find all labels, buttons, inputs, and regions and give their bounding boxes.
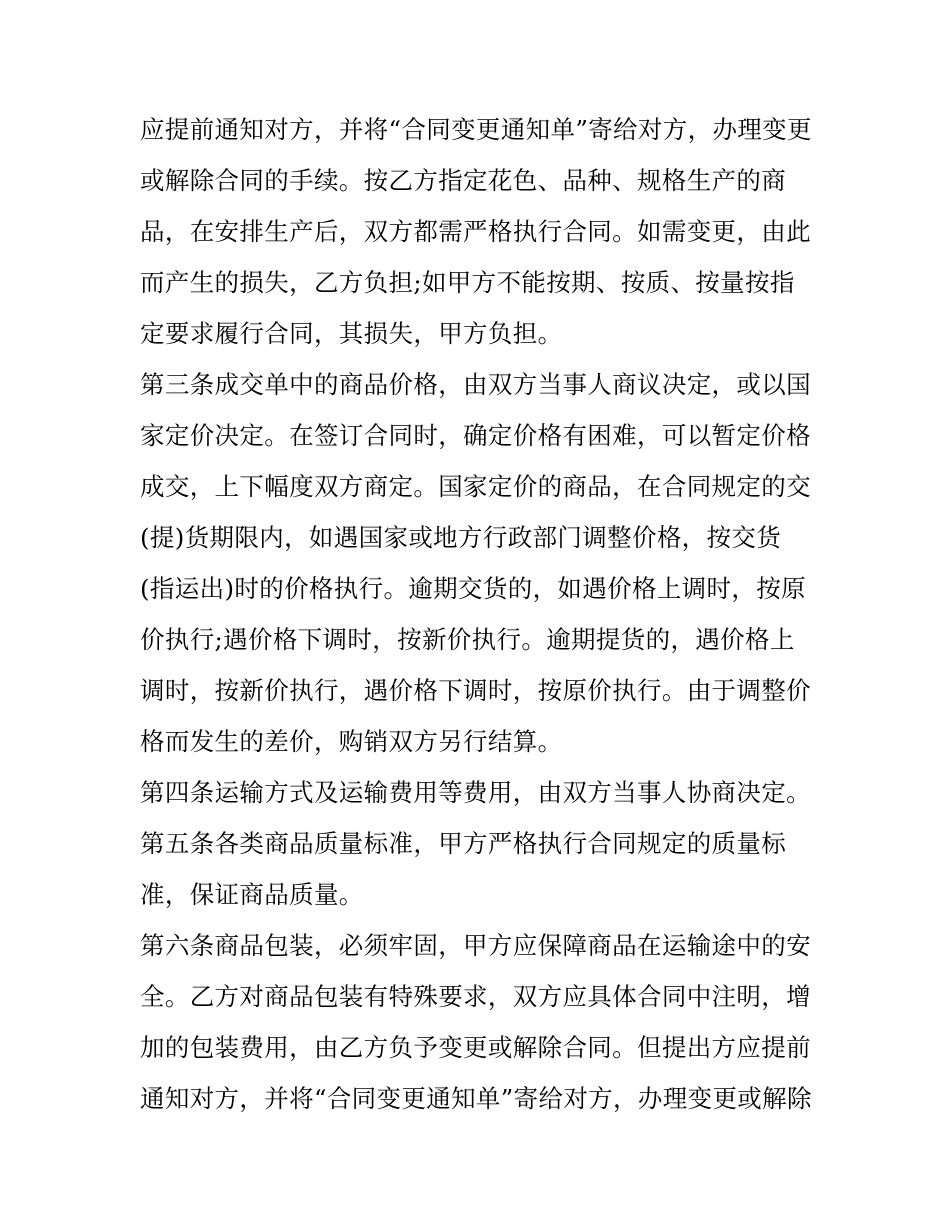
document-body — [140, 104, 820, 1124]
text-line: (提)货期限内，如遇国家或地方行政部门调整价格，按交货 — [140, 523, 782, 552]
text-line: 全。乙方对商品包装有特殊要求，双方应具体合同中注明，增 — [140, 982, 811, 1011]
text-line: 格而发生的差价，购销双方另行结算。 — [140, 727, 563, 756]
text-line: 准，保证商品质量。 — [140, 880, 364, 909]
text-line: 而产生的损失，乙方负担;如甲方不能按期、按质、按量按指 — [140, 268, 795, 297]
text-line: 成交，上下幅度双方商定。国家定价的商品，在合同规定的交 — [140, 472, 811, 501]
text-line: 定要求履行合同，其损失，甲方负担。 — [140, 319, 563, 348]
text-line: 加的包装费用，由乙方负予变更或解除合同。但提出方应提前 — [140, 1033, 811, 1062]
text-line: 第四条运输方式及运输费用等费用，由双方当事人协商决定。 — [140, 778, 811, 807]
text-line: 价执行;遇价格下调时，按新价执行。逾期提货的，遇价格上 — [140, 625, 795, 654]
text-line: 第三条成交单中的商品价格，由双方当事人商议决定，或以国 — [140, 370, 811, 399]
text-line: 第五条各类商品质量标准，甲方严格执行合同规定的质量标 — [140, 829, 787, 858]
text-line: 品，在安排生产后，双方都需严格执行合同。如需变更，由此 — [140, 217, 811, 246]
text-line: (指运出)时的价格执行。逾期交货的，如遇价格上调时，按原 — [140, 574, 806, 603]
text-line: 第六条商品包装，必须牢固，甲方应保障商品在运输途中的安 — [140, 931, 811, 960]
text-line: 通知对方，并将“合同变更通知单”寄给对方，办理变更或解除 — [140, 1084, 812, 1113]
text-line: 调时，按新价执行，遇价格下调时，按原价执行。由于调整价 — [140, 676, 811, 705]
text-line: 或解除合同的手续。按乙方指定花色、品种、规格生产的商 — [140, 166, 787, 195]
text-line: 应提前通知对方，并将“合同变更通知单”寄给对方，办理变更 — [140, 115, 812, 144]
text-line: 家定价决定。在签订合同时，确定价格有困难，可以暂定价格 — [140, 421, 811, 450]
